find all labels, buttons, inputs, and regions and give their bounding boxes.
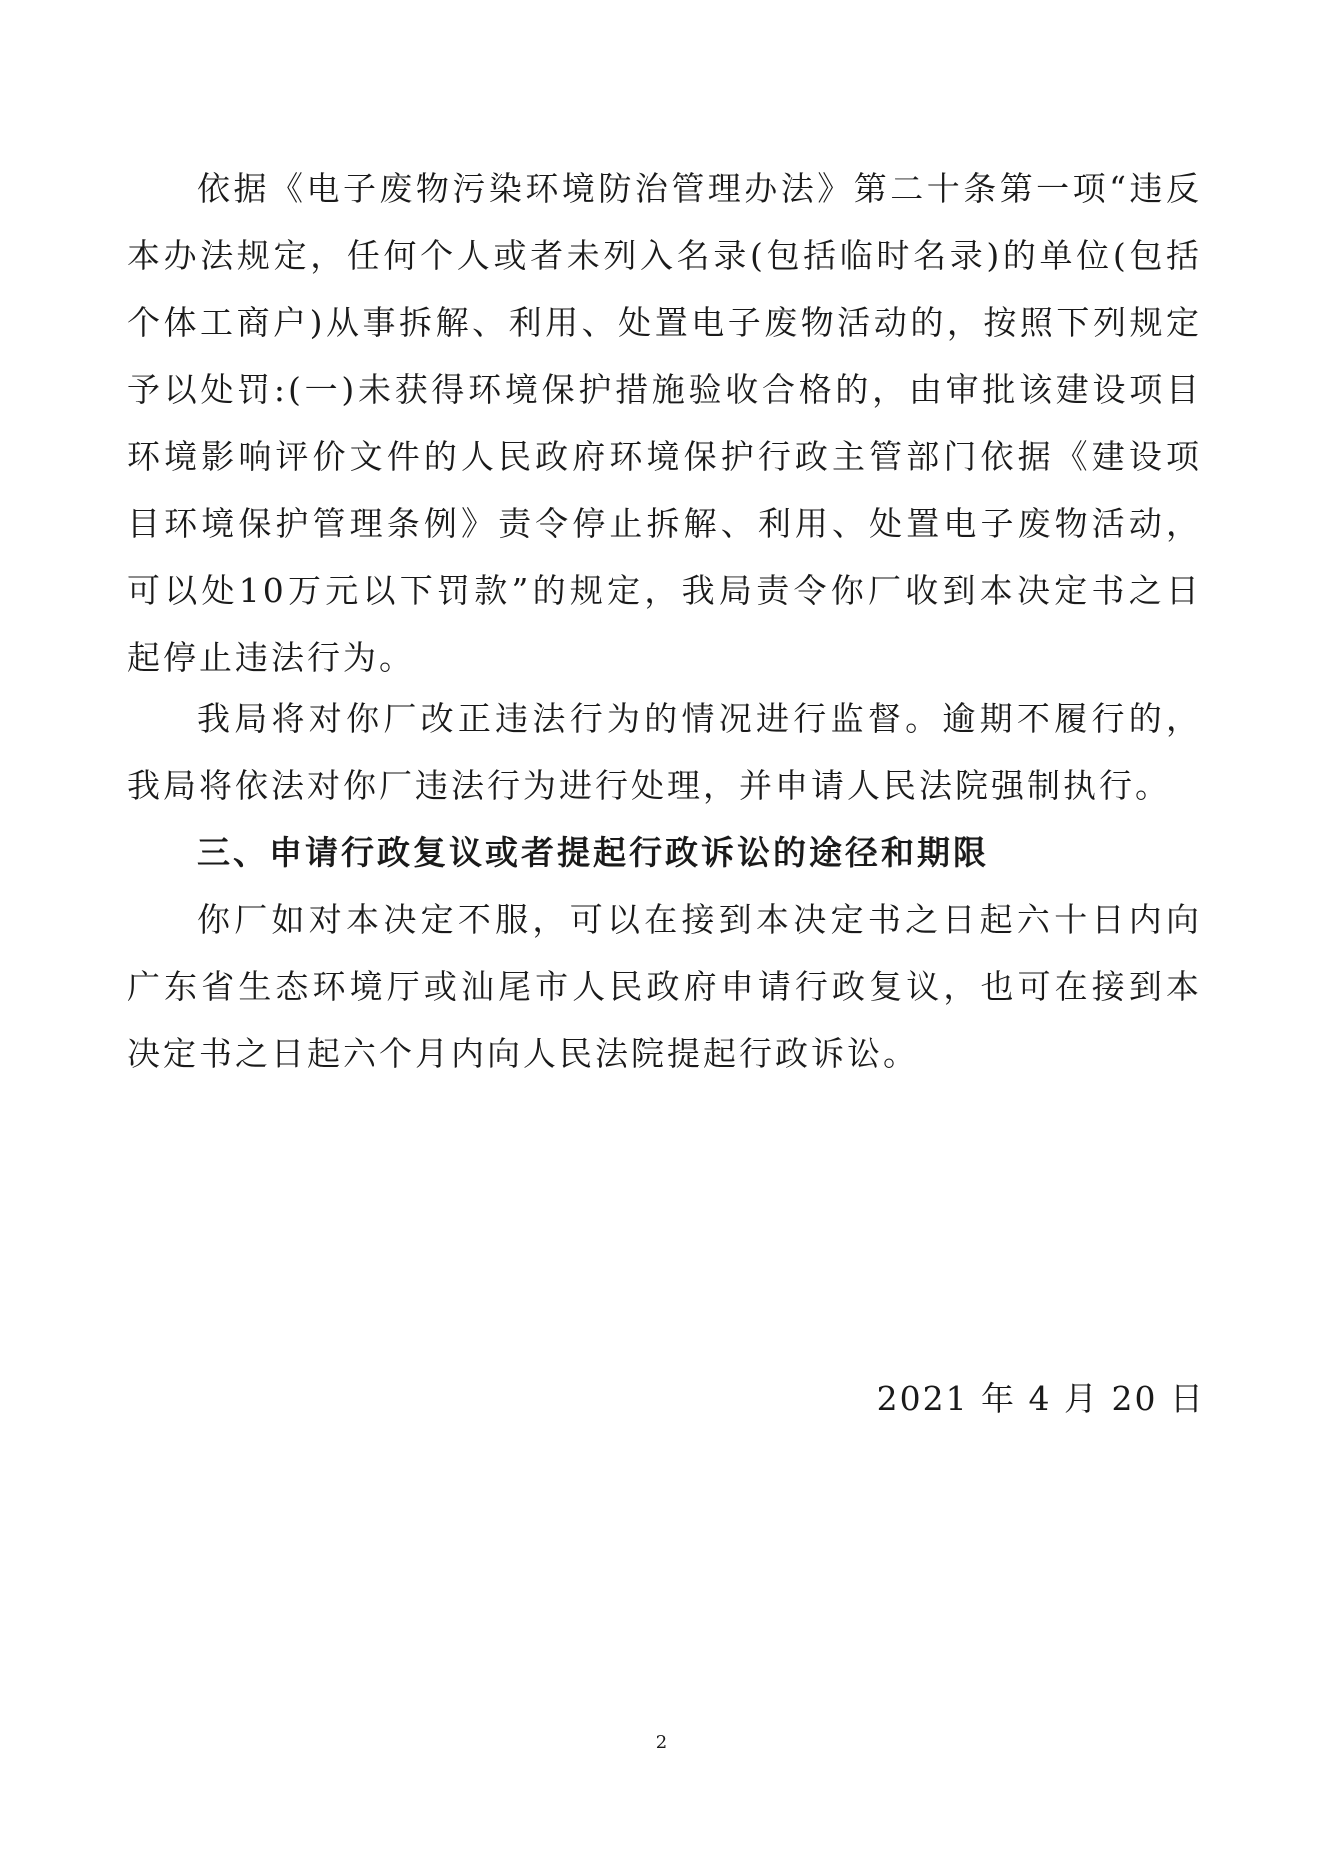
paragraph-legal-basis: 依据《电子废物污染环境防治管理办法》第二十条第一项“违反本办法规定，任何个人或者未列入名录(包括临时名录)的单位(包括个体工商户)从事拆解、利用、处置电子废物活动的，按照下列规定予以处罚:(一)未获得环境保护措施验收合格的，由审批该建设项目环境影响评价文件的人民政府环境保护行政主管部门依据《建设项目环境保护管理条例》责令停止拆解、利用、处置电子废物活动，可以处10万元以下罚款”的规定，我局责令你厂收到本决定书之日起停止违法行为。: [127, 169, 1202, 677]
paragraph-appeal: 你厂如对本决定不服，可以在接到本决定书之日起六十日内向广东省生态环境厅或汕尾市人民政府申请行政复议，也可在接到本决定书之日起六个月内向人民法院提起行政诉讼。: [127, 900, 1202, 1073]
paragraph-supervision: 我局将对你厂改正违法行为的情况进行监督。逾期不履行的，我局将依法对你厂违法行为进行处理，并申请人民法院强制执行。: [127, 699, 1202, 805]
page-number: 2: [655, 1732, 668, 1753]
section-heading-appeal: 三、申请行政复议或者提起行政诉讼的途径和期限: [197, 833, 989, 872]
document-date: 2021 年 4 月 20 日: [876, 1379, 1205, 1418]
